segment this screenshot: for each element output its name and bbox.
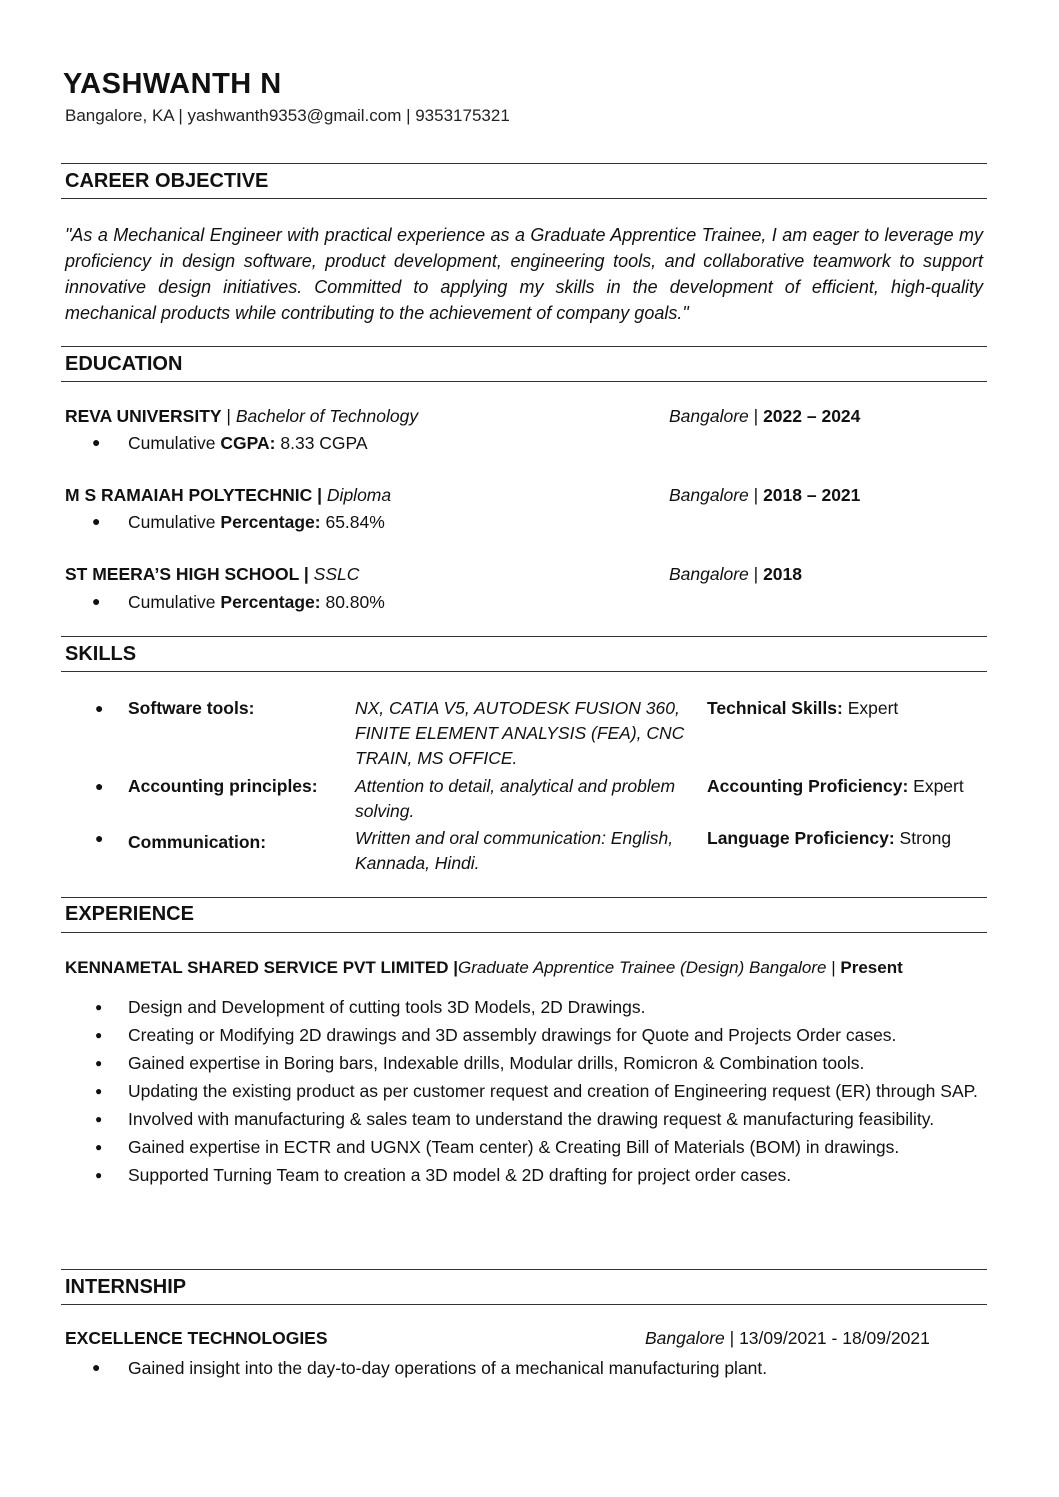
internship-location-dates: Bangalore | 13/09/2021 - 18/09/2021 — [645, 1328, 930, 1348]
bullet-icon: ● — [95, 830, 104, 846]
skill-level: Language Proficiency: Strong — [707, 828, 952, 848]
contact-line: Bangalore, KA | yashwanth9353@gmail.com | 9353175321 — [65, 106, 510, 125]
education-entry — [65, 564, 985, 590]
separator: | — [221, 406, 236, 426]
list-item: ● Creating or Modifying 2D drawings and 3D assembly drawings for Quote and Projects Order cases. — [92, 1022, 984, 1049]
dates: 13/09/2021 - 18/09/2021 — [739, 1328, 930, 1348]
location: Bangalore — [669, 485, 749, 505]
separator: | — [299, 564, 314, 584]
section-divider — [61, 198, 987, 199]
bullet-icon: ● — [95, 700, 104, 716]
job-status: Present — [840, 958, 903, 977]
education-heading: EDUCATION — [65, 353, 183, 375]
years: 2022 – 2024 — [763, 406, 861, 426]
separator: | — [312, 485, 327, 505]
years: 2018 – 2021 — [763, 485, 861, 505]
degree: Diploma — [326, 485, 392, 505]
experience-heading: EXPERIENCE — [65, 903, 194, 925]
school-name: ST MEERA’S HIGH SCHOOL — [65, 564, 300, 584]
section-divider — [61, 897, 987, 898]
education-school-line — [65, 485, 391, 506]
education-metric: ● Cumulative CGPA: 8.33 CGPA — [92, 433, 368, 453]
bullet-icon: ● — [92, 593, 101, 609]
skill-name: Accounting principles: — [128, 776, 318, 796]
section-divider — [61, 671, 987, 672]
education-metric: ● Cumulative Percentage: 80.80% — [92, 592, 385, 612]
education-location-years: Bangalore | 2018 — [669, 564, 803, 584]
list-item: ● Gained expertise in ECTR and UGNX (Team center) & Creating Bill of Materials (BOM) in drawings. — [92, 1134, 984, 1161]
education-location-years: Bangalore | 2018 – 2021 — [669, 485, 861, 505]
section-divider — [61, 932, 987, 933]
education-location-years: Bangalore | 2022 – 2024 — [669, 406, 861, 426]
experience-bullets — [92, 994, 984, 1190]
skill-description: Attention to detail, analytical and problem solving. — [355, 776, 676, 821]
experience-header — [65, 958, 903, 978]
education-school-line — [65, 406, 418, 427]
bullet-icon: ● — [92, 1359, 101, 1375]
company-name: KENNAMETAL SHARED SERVICE PVT LIMITED — [65, 958, 449, 977]
location: Bangalore — [669, 564, 749, 584]
skill-row — [65, 696, 985, 771]
skill-row — [65, 826, 985, 876]
education-metric: ● Cumulative Percentage: 65.84% — [92, 512, 385, 532]
separator: | — [826, 958, 841, 977]
internship-entry — [65, 1328, 985, 1354]
location: Bangalore — [645, 1328, 725, 1348]
list-item: ● Updating the existing product as per customer request and creation of Engineering request (ER) through SAP. — [92, 1078, 984, 1105]
list-item: ● Gained expertise in Boring bars, Indexable drills, Modular drills, Romicron & Combination tools. — [92, 1050, 984, 1077]
education-school-line — [65, 564, 359, 585]
bullet-icon: ● — [92, 513, 101, 529]
skill-level: Technical Skills: Expert — [707, 698, 899, 718]
job-role: Graduate Apprentice Trainee (Design) Bangalore — [457, 958, 827, 977]
internship-company: EXCELLENCE TECHNOLOGIES — [65, 1328, 328, 1348]
section-divider — [61, 636, 987, 637]
skill-name: Communication: — [128, 832, 267, 852]
skill-description: Written and oral communication: English, Kannada, Hindi. — [355, 828, 674, 873]
list-item: ● Gained insight into the day-to-day operations of a mechanical manufacturing plant. — [92, 1358, 768, 1378]
internship-heading: INTERNSHIP — [65, 1276, 187, 1298]
section-divider — [61, 381, 987, 382]
school-name: M S RAMAIAH POLYTECHNIC — [65, 485, 313, 505]
degree: SSLC — [313, 564, 360, 584]
candidate-name: YASHWANTH N — [63, 68, 282, 100]
bullet-icon: ● — [95, 778, 104, 794]
skill-row — [65, 774, 985, 824]
skills-heading: SKILLS — [65, 643, 137, 665]
location: Bangalore — [669, 406, 749, 426]
degree: Bachelor of Technology — [235, 406, 419, 426]
education-entry — [65, 406, 985, 432]
list-item: ● Design and Development of cutting tools 3D Models, 2D Drawings. — [92, 994, 984, 1021]
section-divider — [61, 1304, 987, 1305]
skill-name: Software tools: — [128, 698, 255, 718]
separator: | — [448, 958, 458, 977]
section-divider — [61, 346, 987, 347]
school-name: REVA UNIVERSITY — [65, 406, 222, 426]
section-divider — [61, 1269, 987, 1270]
career-objective-text: "As a Mechanical Engineer with practical experience as a Graduate Apprentice Trainee, I am eager to leverage my proficiency in design software, product development, engineering tools, and collaborative teamwork to support innovative design initiatives. Committed to applying my skills in the development of efficient, high-quality mechanical products while contributing to the achievement of company goals." — [65, 225, 983, 323]
list-item: ● Supported Turning Team to creation a 3D model & 2D drafting for project order cases. — [92, 1162, 984, 1189]
skill-description: NX, CATIA V5, AUTODESK FUSION 360, FINITE ELEMENT ANALYSIS (FEA), CNC TRAIN, MS OFFICE. — [355, 698, 685, 768]
list-item: ● Involved with manufacturing & sales team to understand the drawing request & manufacturing feasibility. — [92, 1106, 984, 1133]
bullet-icon: ● — [92, 434, 101, 450]
section-divider — [61, 163, 987, 164]
skill-level: Accounting Proficiency: Expert — [707, 776, 964, 796]
career-objective-heading: CAREER OBJECTIVE — [65, 170, 269, 192]
education-entry — [65, 485, 985, 511]
years: 2018 — [763, 564, 803, 584]
